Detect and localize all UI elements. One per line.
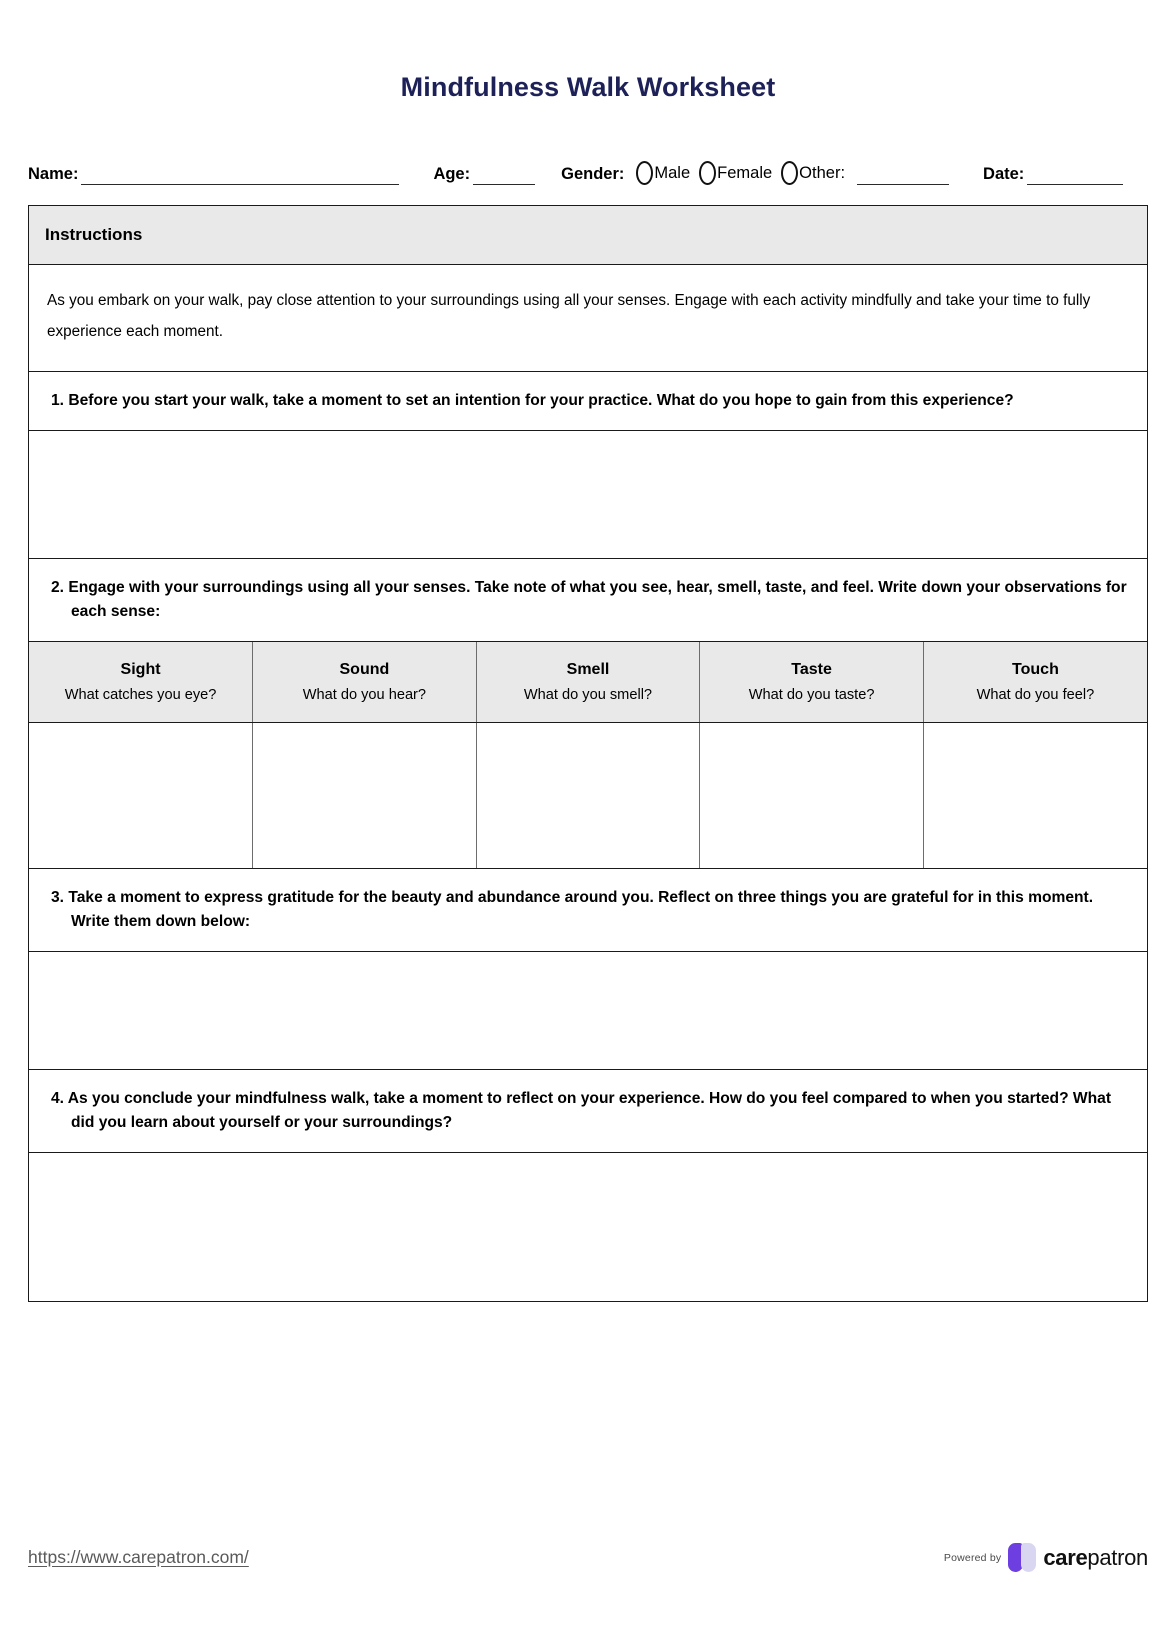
- question-1-number: 1.: [51, 392, 65, 409]
- question-2-body: Engage with your surroundings using all your senses. Take note of what you see, hear, smell, taste, and feel. Write down your observations for each sense:: [68, 579, 1127, 620]
- senses-answer-touch[interactable]: [923, 723, 1147, 869]
- senses-answer-sight[interactable]: [29, 723, 253, 869]
- question-3-number: 3.: [51, 889, 65, 906]
- carepatron-url-link[interactable]: https://www.carepatron.com/: [28, 1547, 249, 1567]
- logo-leaf-secondary: [1021, 1543, 1036, 1572]
- question-3-text: [51, 886, 1131, 934]
- instructions-header-label: Instructions: [45, 225, 143, 244]
- senses-column-taste-title: Taste: [791, 661, 832, 678]
- instructions-header: [29, 206, 1147, 265]
- senses-column-sight: [29, 642, 253, 723]
- senses-column-touch-title: Touch: [1012, 661, 1059, 678]
- senses-column-taste-prompt: What do you taste?: [748, 687, 875, 703]
- question-4: [29, 1070, 1147, 1153]
- brand-name-second: patron: [1087, 1544, 1148, 1570]
- question-4-answer-area[interactable]: [29, 1153, 1147, 1301]
- age-input[interactable]: [473, 165, 535, 185]
- question-1-answer-area[interactable]: [29, 431, 1147, 559]
- gender-option-male-label: Male: [654, 163, 691, 182]
- age-label: Age:: [433, 165, 471, 183]
- senses-answer-row: [29, 723, 1147, 869]
- question-1: [29, 372, 1147, 431]
- radio-circle-icon[interactable]: [781, 161, 798, 185]
- radio-circle-icon[interactable]: [699, 161, 716, 185]
- gender-other-input[interactable]: [857, 165, 949, 185]
- question-3-body: Take a moment to express gratitude for the beauty and abundance around you. Reflect on three things you are grateful for in this moment. Write them down below:: [68, 889, 1094, 930]
- senses-column-sound-prompt: What do you hear?: [302, 687, 427, 703]
- name-label: Name:: [28, 165, 79, 183]
- footer: [28, 1543, 1148, 1572]
- date-input[interactable]: [1027, 165, 1123, 185]
- question-3: [29, 869, 1147, 952]
- brand-name-first: care: [1043, 1544, 1088, 1570]
- date-label: Date:: [983, 165, 1025, 183]
- instructions-text: As you embark on your walk, pay close attention to your surroundings using all your senses. Engage with each activity mindfully and take your time to fully experience each moment.: [29, 265, 1147, 372]
- senses-column-touch: [923, 642, 1147, 723]
- gender-option-male[interactable]: [636, 161, 690, 185]
- gender-radio-group: [636, 161, 854, 185]
- gender-label: Gender:: [561, 165, 625, 183]
- worksheet-body: [28, 205, 1148, 1302]
- senses-answer-taste[interactable]: [700, 723, 924, 869]
- senses-answer-sound[interactable]: [253, 723, 477, 869]
- question-2-number: 2.: [51, 579, 65, 596]
- senses-header-row: [29, 642, 1147, 723]
- powered-by-label: Powered by: [943, 1551, 1002, 1564]
- gender-option-female-label: Female: [717, 163, 773, 182]
- question-4-number: 4.: [51, 1090, 65, 1107]
- page-title: Mindfulness Walk Worksheet: [400, 72, 776, 102]
- title-container: [0, 0, 1176, 103]
- question-4-text: [51, 1087, 1131, 1135]
- radio-circle-icon[interactable]: [636, 161, 653, 185]
- gender-option-female[interactable]: [699, 161, 772, 185]
- question-1-body: Before you start your walk, take a moment to set an intention for your practice. What do you hope to gain from this experience?: [68, 392, 1014, 409]
- senses-column-smell: [476, 642, 700, 723]
- question-1-text: [51, 389, 1131, 413]
- senses-column-smell-title: Smell: [566, 661, 610, 678]
- gender-option-other-label: Other:: [799, 163, 846, 182]
- question-2-text: [51, 576, 1131, 624]
- senses-column-sound: [253, 642, 477, 723]
- question-2: [29, 559, 1147, 642]
- question-4-body: As you conclude your mindfulness walk, take a moment to reflect on your experience. How do you feel compared to when you started? What did you learn about yourself or your surroundings?: [67, 1090, 1112, 1131]
- senses-column-smell-prompt: What do you smell?: [523, 687, 653, 703]
- question-3-answer-area[interactable]: [29, 952, 1147, 1070]
- senses-column-sight-title: Sight: [120, 661, 161, 678]
- carepatron-logo-icon: [1008, 1543, 1036, 1572]
- senses-column-taste: [700, 642, 924, 723]
- senses-table: [29, 642, 1147, 869]
- name-input[interactable]: [81, 165, 399, 185]
- identity-row: [28, 155, 1148, 185]
- senses-answer-smell[interactable]: [476, 723, 700, 869]
- senses-column-touch-prompt: What do you feel?: [976, 687, 1095, 703]
- senses-column-sound-title: Sound: [339, 661, 390, 678]
- senses-column-sight-prompt: What catches you eye?: [64, 687, 217, 703]
- gender-option-other[interactable]: [781, 161, 845, 185]
- carepatron-brand: [944, 1543, 1148, 1572]
